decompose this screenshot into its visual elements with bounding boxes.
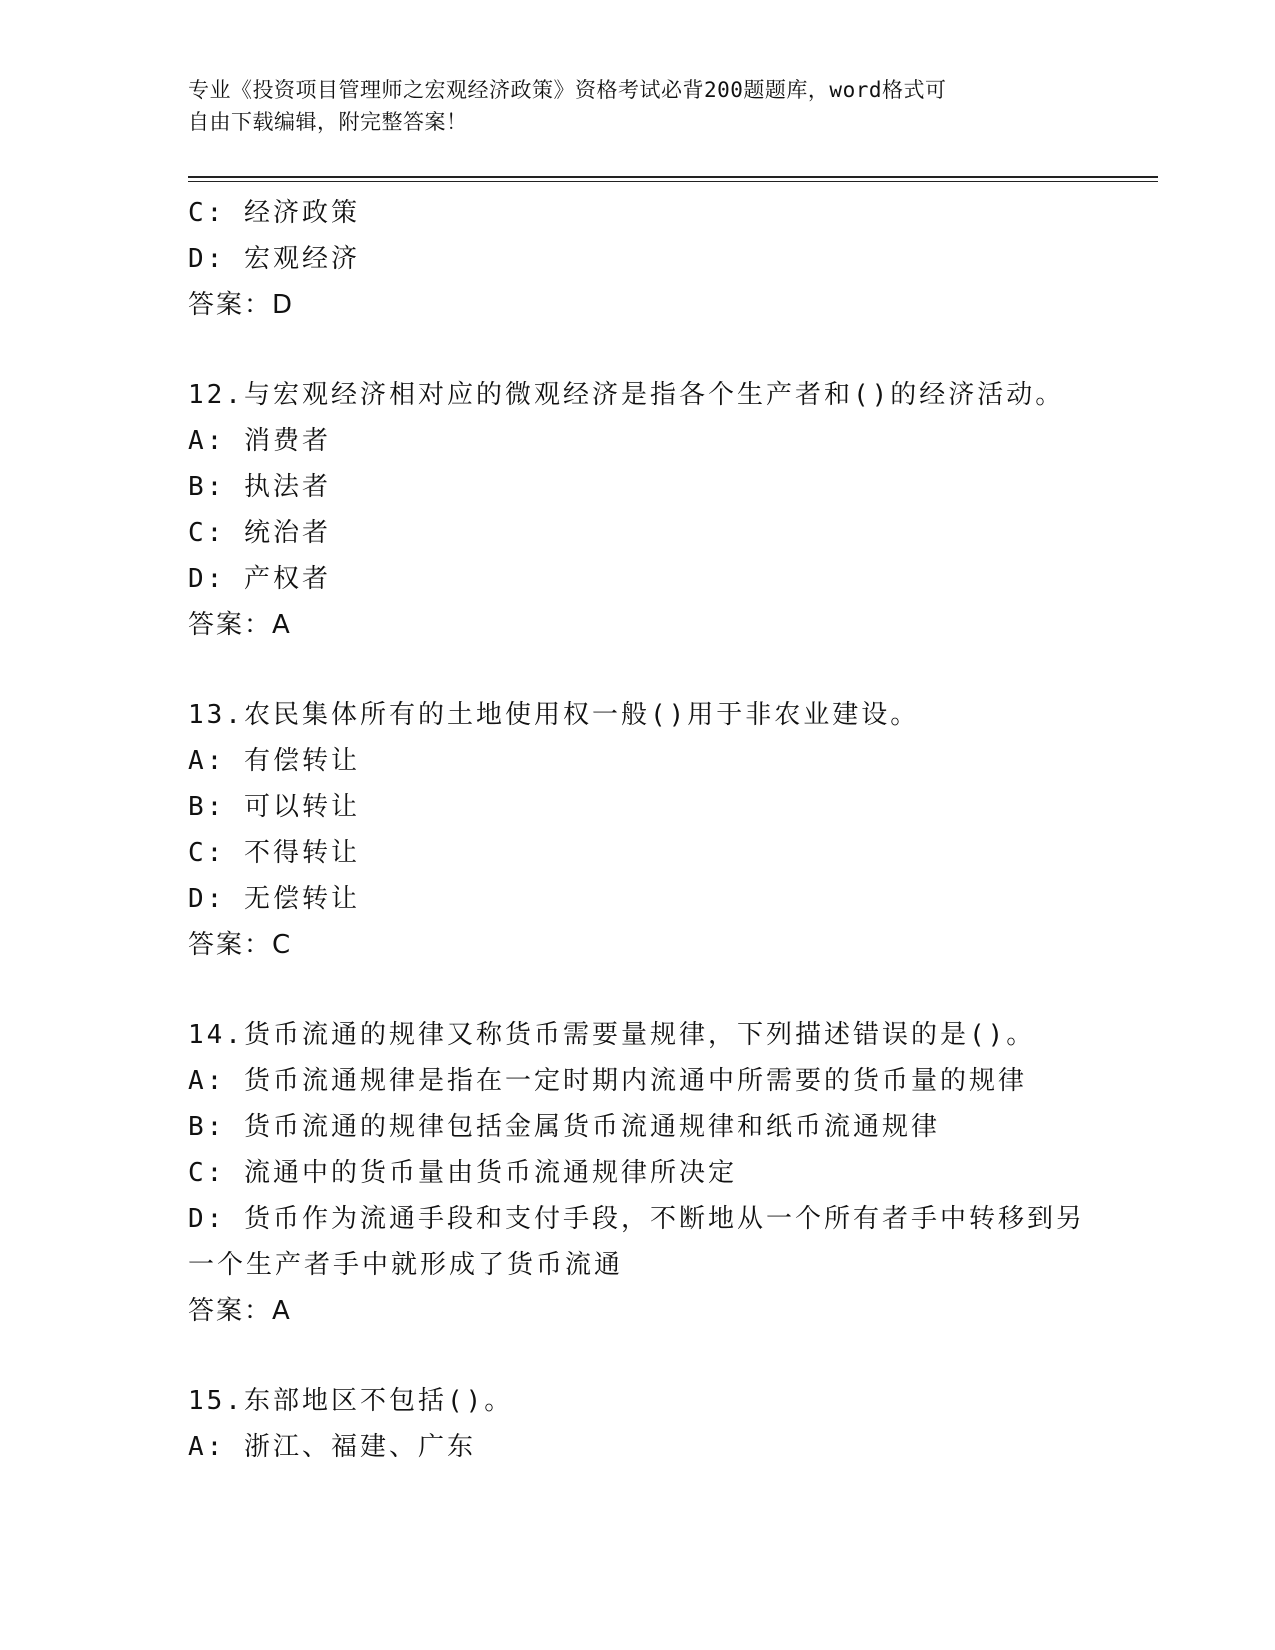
answer-label: 答案：A: [188, 1296, 292, 1326]
option-a: A: 消费者: [188, 426, 331, 456]
spacer: [188, 968, 1088, 1012]
option-d: D: 宏观经济: [188, 244, 360, 274]
answer-label: 答案：A: [188, 610, 292, 640]
answer-label: 答案：C: [188, 930, 293, 960]
question-block-13: [188, 692, 1088, 968]
header-divider-thick: [188, 176, 1158, 178]
option-b: B: 货币流通的规律包括金属货币流通规律和纸币流通规律: [188, 1112, 940, 1142]
question-stem: 14.货币流通的规律又称货币需要量规律，下列描述错误的是()。: [188, 1020, 1036, 1050]
question-block-15: [188, 1378, 1088, 1470]
question-stem: 13.农民集体所有的土地使用权一般()用于非农业建设。: [188, 700, 920, 730]
option-a: A: 浙江、福建、广东: [188, 1432, 476, 1462]
spacer: [188, 328, 1088, 372]
option-b: B: 可以转让: [188, 792, 360, 822]
question-block-14: [188, 1012, 1088, 1334]
option-d-line-2: 一个生产者手中就形成了货币流通: [188, 1250, 624, 1280]
spacer: [188, 648, 1088, 692]
question-block-11-tail: [188, 190, 1088, 328]
option-b: B: 执法者: [188, 472, 331, 502]
header-title-line-1: 专业《投资项目管理师之宏观经济政策》资格考试必背200题题库，word格式可: [188, 78, 947, 102]
question-stem: 12.与宏观经济相对应的微观经济是指各个生产者和()的经济活动。: [188, 380, 1065, 410]
option-a: A: 货币流通规律是指在一定时期内流通中所需要的货币量的规律: [188, 1066, 1027, 1096]
option-c: C: 不得转让: [188, 838, 360, 868]
option-c: C: 经济政策: [188, 198, 360, 228]
option-c: C: 统治者: [188, 518, 331, 548]
option-d: D: 产权者: [188, 564, 331, 594]
document-header: [188, 74, 1088, 138]
option-c: C: 流通中的货币量由货币流通规律所决定: [188, 1158, 737, 1188]
question-stem: 15.东部地区不包括()。: [188, 1386, 514, 1416]
spacer: [188, 1334, 1088, 1378]
header-title-line-2: 自由下载编辑，附完整答案！: [188, 110, 468, 134]
option-a: A: 有偿转让: [188, 746, 360, 776]
option-d-line-1: D: 货币作为流通手段和支付手段，不断地从一个所有者手中转移到另: [188, 1204, 1085, 1234]
question-list: [188, 190, 1088, 1470]
question-block-12: [188, 372, 1088, 648]
option-d: D: 无偿转让: [188, 884, 360, 914]
answer-label: 答案：D: [188, 290, 295, 320]
header-divider-thin: [188, 181, 1158, 182]
